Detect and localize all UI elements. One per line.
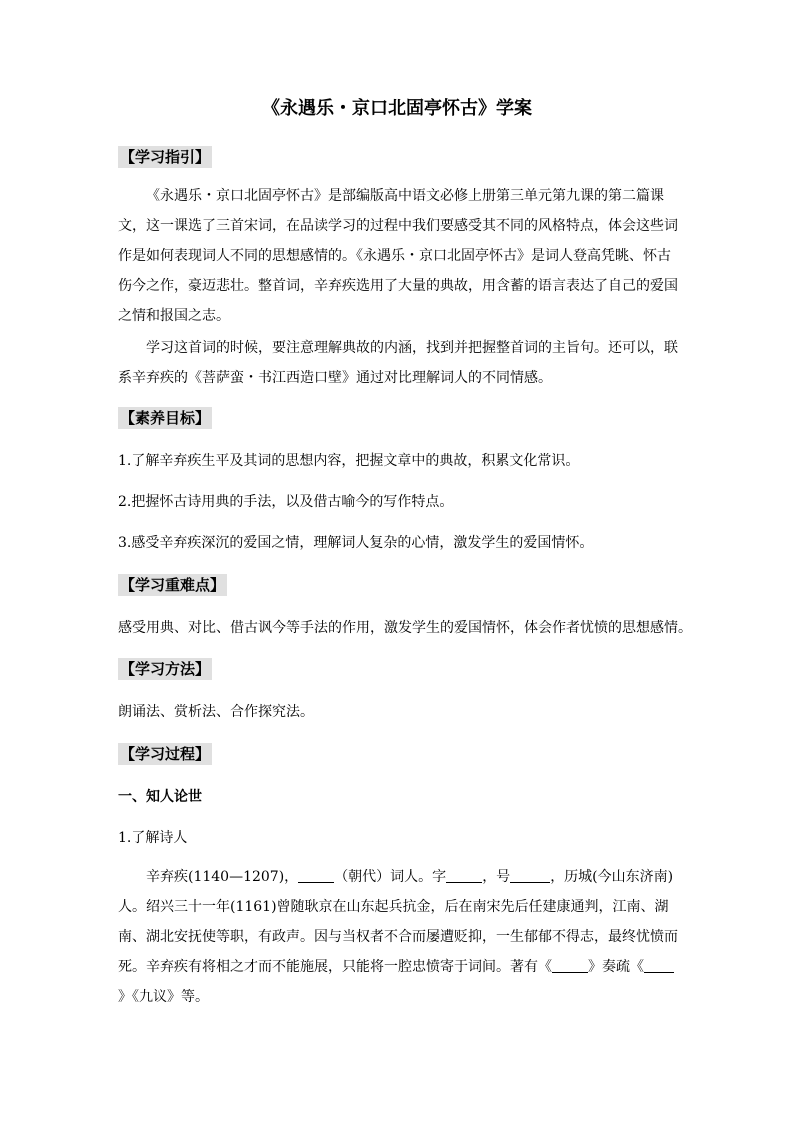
page-title: 《永遇乐・京口北固亭怀古》学案 (262, 98, 532, 119)
key-points-text: 感受用典、对比、借古讽今等手法的作用，激发学生的爱国情怀，体会作者忧愤的思想感情。 (118, 620, 692, 636)
poet-bio-paragraph (118, 862, 678, 1012)
item-1-title: 1.了解诗人 (118, 830, 188, 846)
heading-study-guide: 【学习指引】 (120, 148, 211, 166)
blank-pen-name[interactable] (510, 868, 550, 883)
guide-paragraph-1: 《永遇乐・京口北固亭怀古》是部编版高中语文必修上册第三单元第九课的第二篇课文，这一课选了三首宋词，在品读学习的过程中我们要感受其不同的风格特点，体会这些词作是如何表现词人不同的思想感情的。《永遇乐・京口北固亭怀古》是词人登高凭眺、怀古伤今之作，豪迈悲壮。整首词，辛弃疾选用了大量的典故，用含蓄的语言表达了自己的爱国之情和报国之志。 (118, 188, 678, 324)
heading-key-points: 【学习重难点】 (120, 576, 226, 594)
heading-process: 【学习过程】 (120, 745, 211, 763)
bio-text-6: 》《九议》等。 (118, 989, 209, 1005)
goal-item-3: 3.感受辛弃疾深沉的爱国之情，理解词人复杂的心情，激发学生的爱国情怀。 (118, 535, 594, 551)
heading-methods: 【学习方法】 (120, 660, 211, 678)
part-1-title: 一、知人论世 (118, 789, 202, 805)
bio-text-2: （朝代）词人。字 (334, 869, 447, 885)
bio-text-4: ，历城(今山东济南)人。绍兴三十一年(1161)曾随耿京在山东起兵抗金，后在南宋先后任建康通判，江南、湖南、湖北安抚使等职，有政声。因与当权者不合而屡遭贬抑，一生郁郁不得志，最终忧愤而死。辛弃疾有将相之才而不能施展，只能将一腔忠愤寄于词间。著有《 (118, 869, 678, 975)
goal-item-1: 1.了解辛弃疾生平及其词的思想内容，把握文章中的典故，积累文化常识。 (118, 453, 580, 469)
bio-text-3: ，号 (482, 869, 511, 885)
bio-text-5: 》奏疏《 (588, 959, 644, 975)
blank-collection-title[interactable] (552, 958, 588, 973)
methods-text: 朗诵法、赏析法、合作探究法。 (118, 704, 314, 720)
goal-item-2: 2.把握怀古诗用典的手法，以及借古喻今的写作特点。 (118, 494, 454, 510)
blank-courtesy-name[interactable] (446, 868, 482, 883)
blank-memorial-title[interactable] (644, 958, 674, 973)
heading-goals: 【素养目标】 (120, 409, 211, 427)
guide-paragraph-2: 学习这首词的时候，要注意理解典故的内涵，找到并把握整首词的主旨句。还可以，联系辛弃疾的《菩萨蛮・书江西造口壁》通过对比理解词人的不同情感。 (118, 340, 678, 386)
blank-dynasty[interactable] (298, 868, 334, 883)
bio-text-1: 辛弃疾(1140—1207)， (146, 869, 299, 885)
